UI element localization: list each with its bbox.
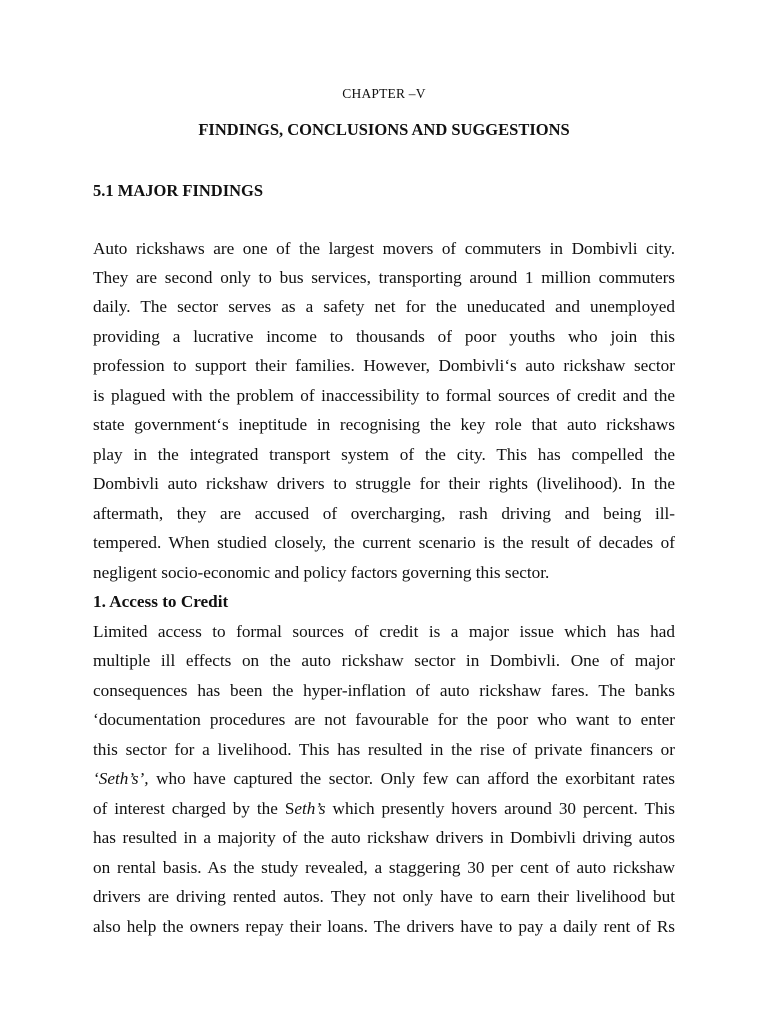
paragraph-line: Auto rickshaws are one of the largest movers of commuters in Dombivli city. bbox=[93, 239, 675, 258]
paragraph-line: has resulted in a majority of the auto rickshaw drivers in Dombivli driving autos bbox=[93, 828, 675, 847]
paragraph-line: drivers are driving rented autos. They not only have to earn their livelihood but bbox=[93, 887, 675, 906]
section-title: 5.1 MAJOR FINDINGS bbox=[93, 181, 264, 200]
line-text: which presently hovers around 30 percent. This bbox=[325, 799, 676, 818]
paragraph-line: negligent socio-economic and policy factors governing this sector. bbox=[93, 563, 550, 582]
italic-term: ‘Seth’s’, bbox=[93, 769, 149, 788]
paragraph-line: providing a lucrative income to thousands of poor youths who join this bbox=[93, 327, 675, 346]
paragraph-line bbox=[93, 767, 675, 791]
paragraph-line bbox=[93, 797, 675, 821]
subheading: 1. Access to Credit bbox=[93, 592, 229, 611]
line-text: of interest charged by the S bbox=[93, 799, 295, 818]
paragraph-line: play in the integrated transport system of the city. This has compelled the bbox=[93, 445, 675, 464]
line-text: who have captured the sector. Only few can afford the exorbitant rates bbox=[148, 769, 675, 788]
paragraph-line: They are second only to bus services, transporting around 1 million commuters bbox=[93, 268, 675, 287]
paragraph-line: Limited access to formal sources of credit is a major issue which has had bbox=[93, 622, 675, 641]
paragraph-line: profession to support their families. However, Dombivli‘s auto rickshaw sector bbox=[93, 356, 675, 375]
paragraph-line: consequences has been the hyper-inflation of auto rickshaw fares. The banks bbox=[93, 681, 675, 700]
chapter-title: FINDINGS, CONCLUSIONS AND SUGGESTIONS bbox=[198, 120, 570, 139]
paragraph-line: also help the owners repay their loans. The drivers have to pay a daily rent of Rs bbox=[93, 917, 675, 936]
paragraph-line: tempered. When studied closely, the current scenario is the result of decades of bbox=[93, 533, 675, 552]
paragraph-line: Dombivli auto rickshaw drivers to struggle for their rights (livelihood). In the bbox=[93, 474, 675, 493]
paragraph-line: state government‘s ineptitude in recognising the key role that auto rickshaws bbox=[93, 415, 675, 434]
paragraph-line: daily. The sector serves as a safety net for the uneducated and unemployed bbox=[93, 297, 675, 316]
paragraph-line: on rental basis. As the study revealed, a staggering 30 per cent of auto rickshaw bbox=[93, 858, 675, 877]
paragraph-line: this sector for a livelihood. This has resulted in the rise of private financers or bbox=[93, 740, 675, 759]
paragraph-line: multiple ill effects on the auto rickshaw sector in Dombivli. One of major bbox=[93, 651, 675, 670]
italic-term: eth’s bbox=[294, 799, 326, 818]
chapter-label: CHAPTER –V bbox=[342, 86, 426, 101]
paragraph-line: aftermath, they are accused of overcharging, rash driving and being ill- bbox=[93, 504, 675, 523]
paragraph-line: ‘documentation procedures are not favourable for the poor who want to enter bbox=[93, 710, 675, 729]
paragraph-line: is plagued with the problem of inaccessibility to formal sources of credit and the bbox=[93, 386, 675, 405]
